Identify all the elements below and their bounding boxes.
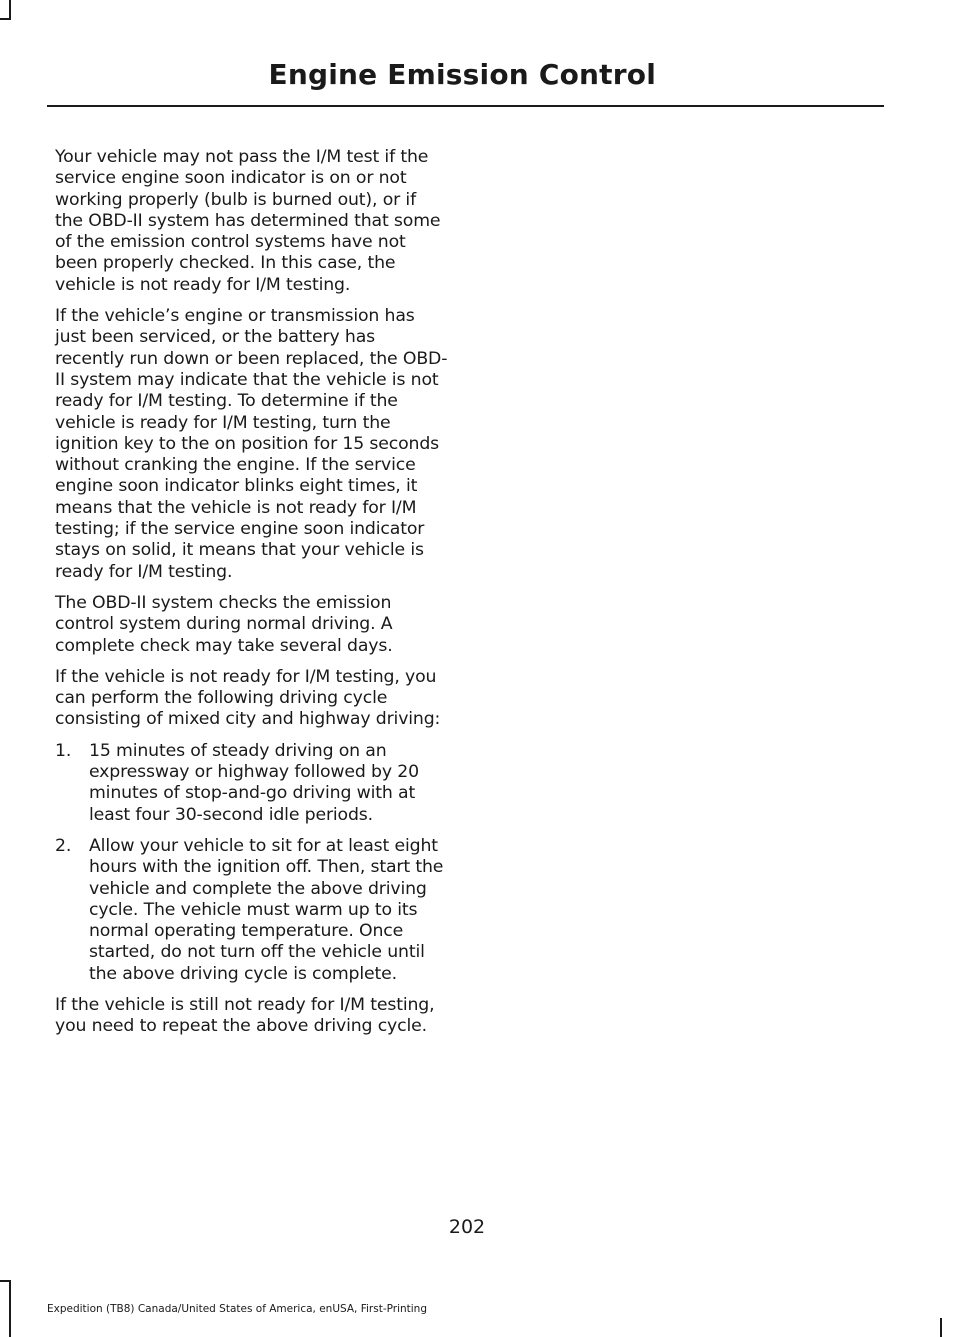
list-item-number: 1. [55, 740, 72, 761]
page-title: Engine Emission Control [268, 58, 656, 91]
crop-mark-bottom-left [0, 1280, 11, 1282]
crop-mark-bottom-left [9, 1280, 11, 1337]
paragraph: Your vehicle may not pass the I/M test if the service engine soon indicator is on or not working properly (bulb is burned out), or if the OBD-II system has determined that some of the emission control systems have not been properly checked. In this case, the vehicle is not ready for I/M testing. [55, 147, 441, 295]
body-text [55, 147, 449, 1048]
page-number: 202 [448, 1216, 486, 1238]
header-divider [47, 105, 884, 107]
paragraph: If the vehicle is still not ready for I/M testing, you need to repeat the above driving cycle. [55, 994, 435, 1037]
crop-mark-top-left [9, 0, 11, 20]
list-item-text: Allow your vehicle to sit for at least eight hours with the ignition off. Then, start the vehicle and complete the above driving cycle. The vehicle must warm up to its normal operating temperature. Once started, do not turn off the vehicle until the above driving cycle is complete. [89, 835, 444, 984]
list-item [55, 836, 449, 985]
paragraph: If the vehicle is not ready for I/M testing, you can perform the following driving cycle consisting of mixed city and highway driving: [55, 666, 441, 730]
footer-publication-info: Expedition (TB8) Canada/United States of America, enUSA, First-Printing [47, 1303, 428, 1315]
list-item-text: 15 minutes of steady driving on an expressway or highway followed by 20 minutes of stop-and-go driving with at least four 30-second idle periods. [89, 740, 419, 825]
crop-mark-top-left [0, 18, 11, 20]
crop-mark-bottom-right [940, 1318, 942, 1337]
driving-cycle-steps [55, 741, 449, 985]
paragraph: If the vehicle’s engine or transmission has just been serviced, or the battery has recently run down or been replaced, the OBD-II system may indicate that the vehicle is not ready for I/M testing. To determine if the vehicle is ready for I/M testing, turn the ignition key to the on position for 15 seconds without cranking the engine. If the service engine soon indicator blinks eight times, it means that the vehicle is not ready for I/M testing; if the service engine soon indicator stays on solid, it means that your vehicle is ready for I/M testing. [55, 306, 448, 582]
list-item [55, 741, 449, 826]
list-item-number: 2. [55, 835, 72, 856]
paragraph: The OBD-II system checks the emission control system during normal driving. A complete check may take several days. [55, 592, 393, 656]
